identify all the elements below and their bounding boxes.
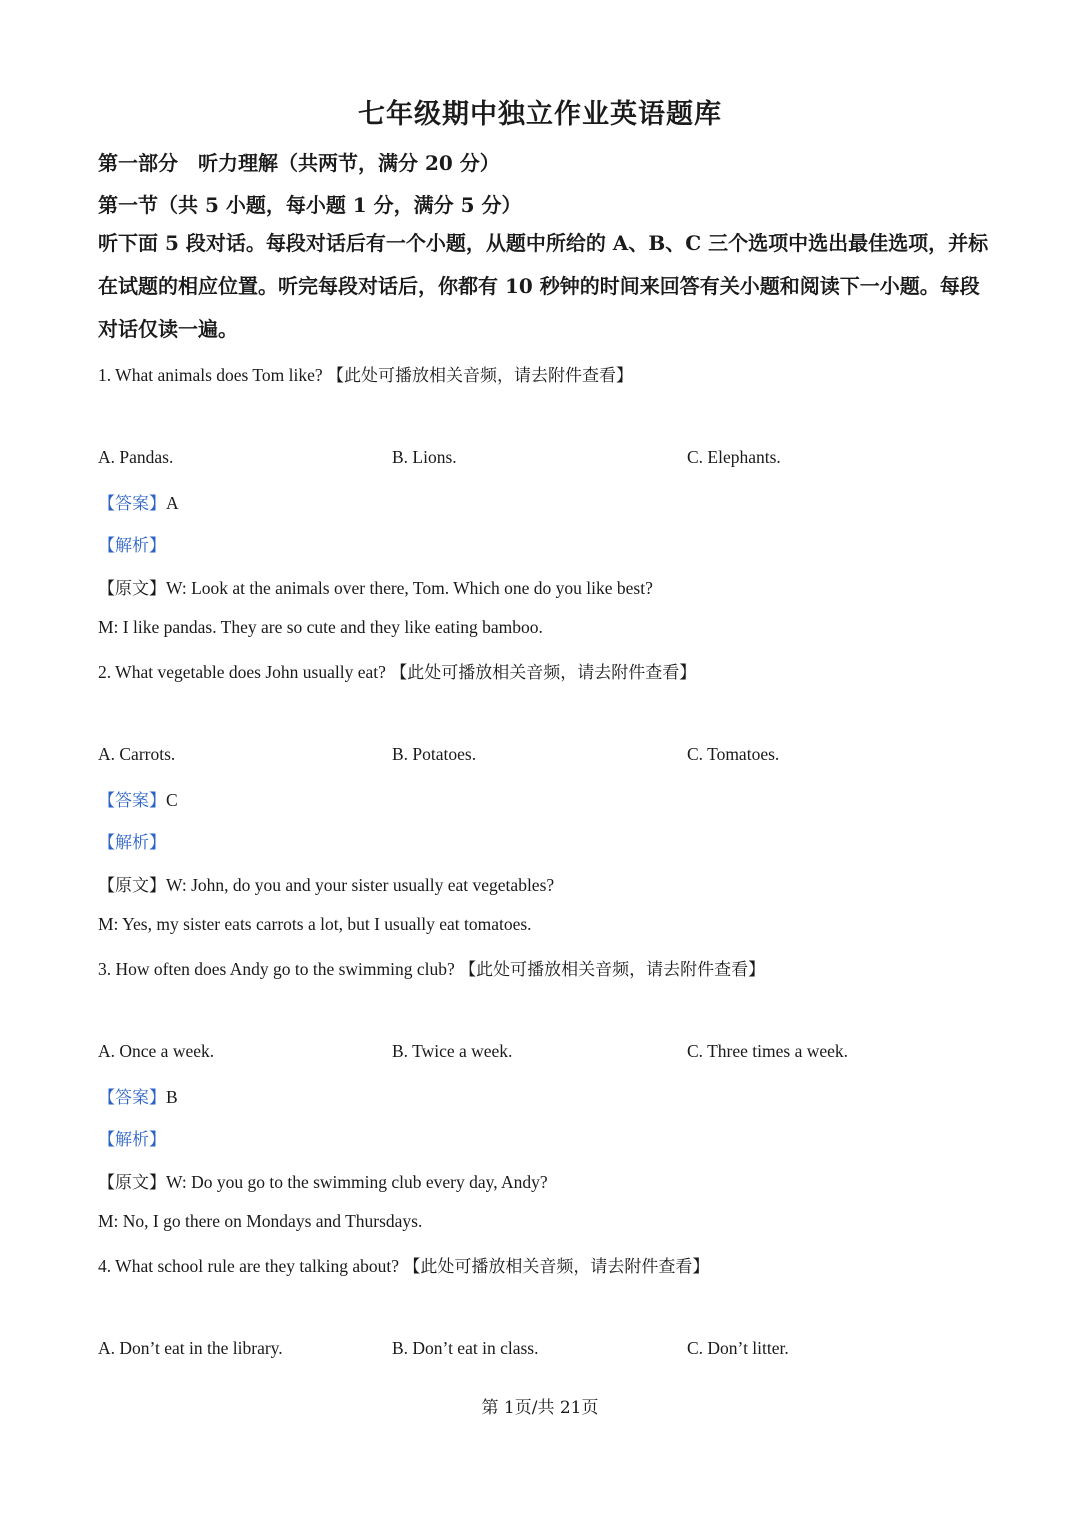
analysis-tag: 【解析】 bbox=[98, 1130, 166, 1150]
question-text: 1. What animals does Tom like? bbox=[98, 365, 323, 385]
analysis-line bbox=[98, 531, 166, 556]
question-1 bbox=[98, 361, 633, 386]
question-3 bbox=[98, 955, 765, 980]
option-c: C. Don’t litter. bbox=[687, 1338, 789, 1358]
page-footer: 第 1页/共 21页 bbox=[481, 1398, 599, 1418]
answer-line bbox=[98, 786, 178, 811]
option-c: C. Tomatoes. bbox=[687, 744, 780, 764]
answer-line bbox=[98, 489, 179, 514]
option-b: B. Lions. bbox=[392, 447, 457, 467]
analysis-tag: 【解析】 bbox=[98, 536, 166, 556]
answer-value: A bbox=[166, 493, 179, 513]
question-text: 3. How often does Andy go to the swimming club? bbox=[98, 959, 455, 979]
analysis-line bbox=[98, 1125, 166, 1150]
transcript-w: 【原文】W: Look at the animals over there, Tom. Which one do you like best? bbox=[98, 578, 653, 599]
answer-value: B bbox=[166, 1087, 178, 1107]
transcript-tag: 【原文】 bbox=[98, 876, 166, 896]
part-heading: 第一部分 听力理解（共两节，满分 20 分） bbox=[98, 151, 500, 175]
question-2 bbox=[98, 658, 696, 683]
audio-note: 【此处可播放相关音频，请去附件查看】 bbox=[327, 366, 633, 386]
option-b: B. Twice a week. bbox=[392, 1041, 513, 1061]
answer-tag: 【答案】 bbox=[98, 494, 166, 514]
analysis-tag: 【解析】 bbox=[98, 833, 166, 853]
transcript-tag: 【原文】 bbox=[98, 579, 166, 599]
instructions: 听下面 5 段对话。每段对话后有一个小题，从题中所给的 A、B、C 三个选项中选出最佳选项，并标在试题的相应位置。听完每段对话后，你都有 10 秒钟的时间来回答有关小题和阅读下一小题。每段对话仅读一遍。 bbox=[98, 231, 989, 341]
analysis-line bbox=[98, 828, 166, 853]
option-a: A. Pandas. bbox=[98, 447, 174, 467]
document-title: 七年级期中独立作业英语题库 bbox=[358, 99, 722, 130]
option-a: A. Carrots. bbox=[98, 744, 176, 764]
answer-line bbox=[98, 1083, 178, 1108]
transcript-tag: 【原文】 bbox=[98, 1173, 166, 1193]
option-a: A. Once a week. bbox=[98, 1041, 215, 1061]
answer-tag: 【答案】 bbox=[98, 791, 166, 811]
audio-note: 【此处可播放相关音频，请去附件查看】 bbox=[390, 663, 697, 683]
transcript-w: 【原文】W: John, do you and your sister usually eat vegetables? bbox=[98, 875, 555, 896]
section-heading: 第一节（共 5 小题，每小题 1 分，满分 5 分） bbox=[98, 193, 522, 217]
transcript-m: M: Yes, my sister eats carrots a lot, but I usually eat tomatoes. bbox=[98, 914, 532, 934]
option-b: B. Potatoes. bbox=[392, 744, 477, 764]
option-b: B. Don’t eat in class. bbox=[392, 1338, 539, 1358]
option-c: C. Three times a week. bbox=[687, 1041, 849, 1061]
question-text: 2. What vegetable does John usually eat? bbox=[98, 662, 386, 682]
audio-note: 【此处可播放相关音频，请去附件查看】 bbox=[403, 1257, 710, 1277]
transcript-w: 【原文】W: Do you go to the swimming club every day, Andy? bbox=[98, 1172, 548, 1193]
question-text: 4. What school rule are they talking about? bbox=[98, 1256, 399, 1276]
answer-tag: 【答案】 bbox=[98, 1088, 166, 1108]
option-c: C. Elephants. bbox=[687, 447, 781, 467]
audio-note: 【此处可播放相关音频，请去附件查看】 bbox=[459, 960, 766, 980]
transcript-m: M: No, I go there on Mondays and Thursdays. bbox=[98, 1211, 423, 1231]
answer-value: C bbox=[166, 790, 178, 810]
question-4 bbox=[98, 1252, 709, 1277]
transcript-m: M: I like pandas. They are so cute and they like eating bamboo. bbox=[98, 617, 543, 637]
option-a: A. Don’t eat in the library. bbox=[98, 1338, 283, 1358]
